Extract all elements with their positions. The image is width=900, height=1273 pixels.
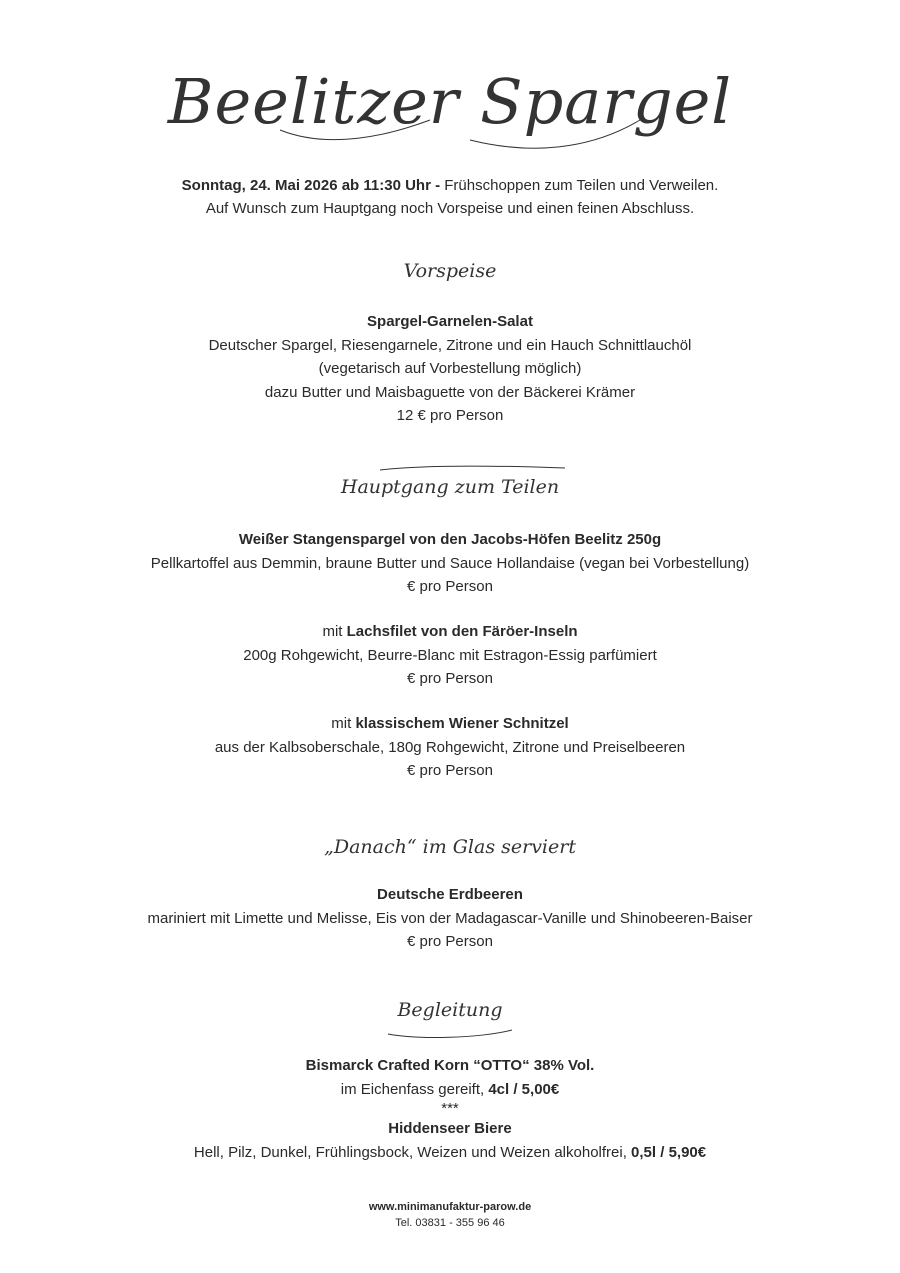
section-heading-vorspeise: Vorspeise (403, 260, 497, 282)
hauptgang-dish-2 (0, 620, 900, 691)
dish-prefix: mit (331, 715, 356, 732)
intro-text (0, 174, 900, 220)
hauptgang-dish-3 (0, 712, 900, 783)
section-heading-danach: „Danach“ im Glas serviert (324, 836, 576, 858)
begleitung-block (0, 1054, 900, 1164)
event-date: Sonntag, 24. Mai 2026 ab 11:30 Uhr - (181, 177, 441, 194)
dish-description: mariniert mit Limette und Melisse, Eis von der Madagascar-Vanille und Shinobeeren-Baiser (147, 909, 753, 927)
drink-description-bier: Hell, Pilz, Dunkel, Frühlingsbock, Weizen und Weizen alkoholfrei, (193, 1143, 632, 1161)
dish-description: Deutscher Spargel, Riesengarnele, Zitrone und ein Hauch Schnittlauchöl (208, 336, 692, 354)
danach-block (0, 883, 900, 954)
dish-name: Lachsfilet von den Färöer-Inseln (346, 623, 578, 640)
drink-price-bier: 0,5l / 5,90€ (631, 1143, 707, 1161)
dish-name: klassischem Wiener Schnitzel (355, 715, 569, 732)
website-link[interactable]: www.minimanufaktur-parow.de (368, 1201, 532, 1213)
dish-price: € pro Person (407, 670, 493, 687)
intro-line-2: Auf Wunsch zum Hauptgang noch Vorspeise und einen feinen Abschluss. (205, 200, 695, 217)
dish-prefix: mit (322, 623, 347, 640)
section-heading-begleitung: Begleitung (397, 999, 503, 1021)
drink-name-bier: Hiddenseer Biere (388, 1120, 512, 1137)
section-heading-hauptgang: Hauptgang zum Teilen (340, 476, 560, 498)
dish-price: € pro Person (407, 578, 493, 595)
dish-price: € pro Person (407, 933, 493, 950)
phone-number: Tel. 03831 - 355 96 46 (395, 1217, 505, 1229)
drink-name-korn: Bismarck Crafted Korn “OTTO“ 38% Vol. (305, 1057, 595, 1074)
drink-description-korn: im Eichenfass gereift, (340, 1080, 489, 1098)
dish-side: dazu Butter und Maisbaguette von der Bäckerei Krämer (264, 383, 636, 401)
dish-name: Spargel-Garnelen-Salat (367, 313, 533, 330)
dish-description: 200g Rohgewicht, Beurre-Blanc mit Estragon-Essig parfümiert (243, 646, 657, 664)
separator: *** (441, 1100, 459, 1117)
dish-description: aus der Kalbsoberschale, 180g Rohgewicht, Zitrone und Preiselbeeren (214, 738, 686, 756)
event-description: Frühschoppen zum Teilen und Verweilen. (440, 177, 719, 194)
dish-note: (vegetarisch auf Vorbestellung möglich) (318, 360, 582, 377)
dish-description: Pellkartoffel aus Demmin, braune Butter und Sauce Hollandaise (vegan bei Vorbestellung) (150, 554, 750, 572)
vorspeise-block (0, 310, 900, 428)
drink-price-korn: 4cl / 5,00€ (488, 1080, 560, 1098)
dish-price: 12 € pro Person (396, 407, 504, 424)
footer (0, 1199, 900, 1231)
dish-name: Deutsche Erdbeeren (377, 886, 523, 903)
hauptgang-dish-1 (0, 528, 900, 599)
dish-price: € pro Person (407, 762, 493, 779)
dish-name: Weißer Stangenspargel von den Jacobs-Höfen Beelitz 250g (238, 531, 662, 548)
page-title: Beelitzer Spargel (167, 65, 733, 138)
